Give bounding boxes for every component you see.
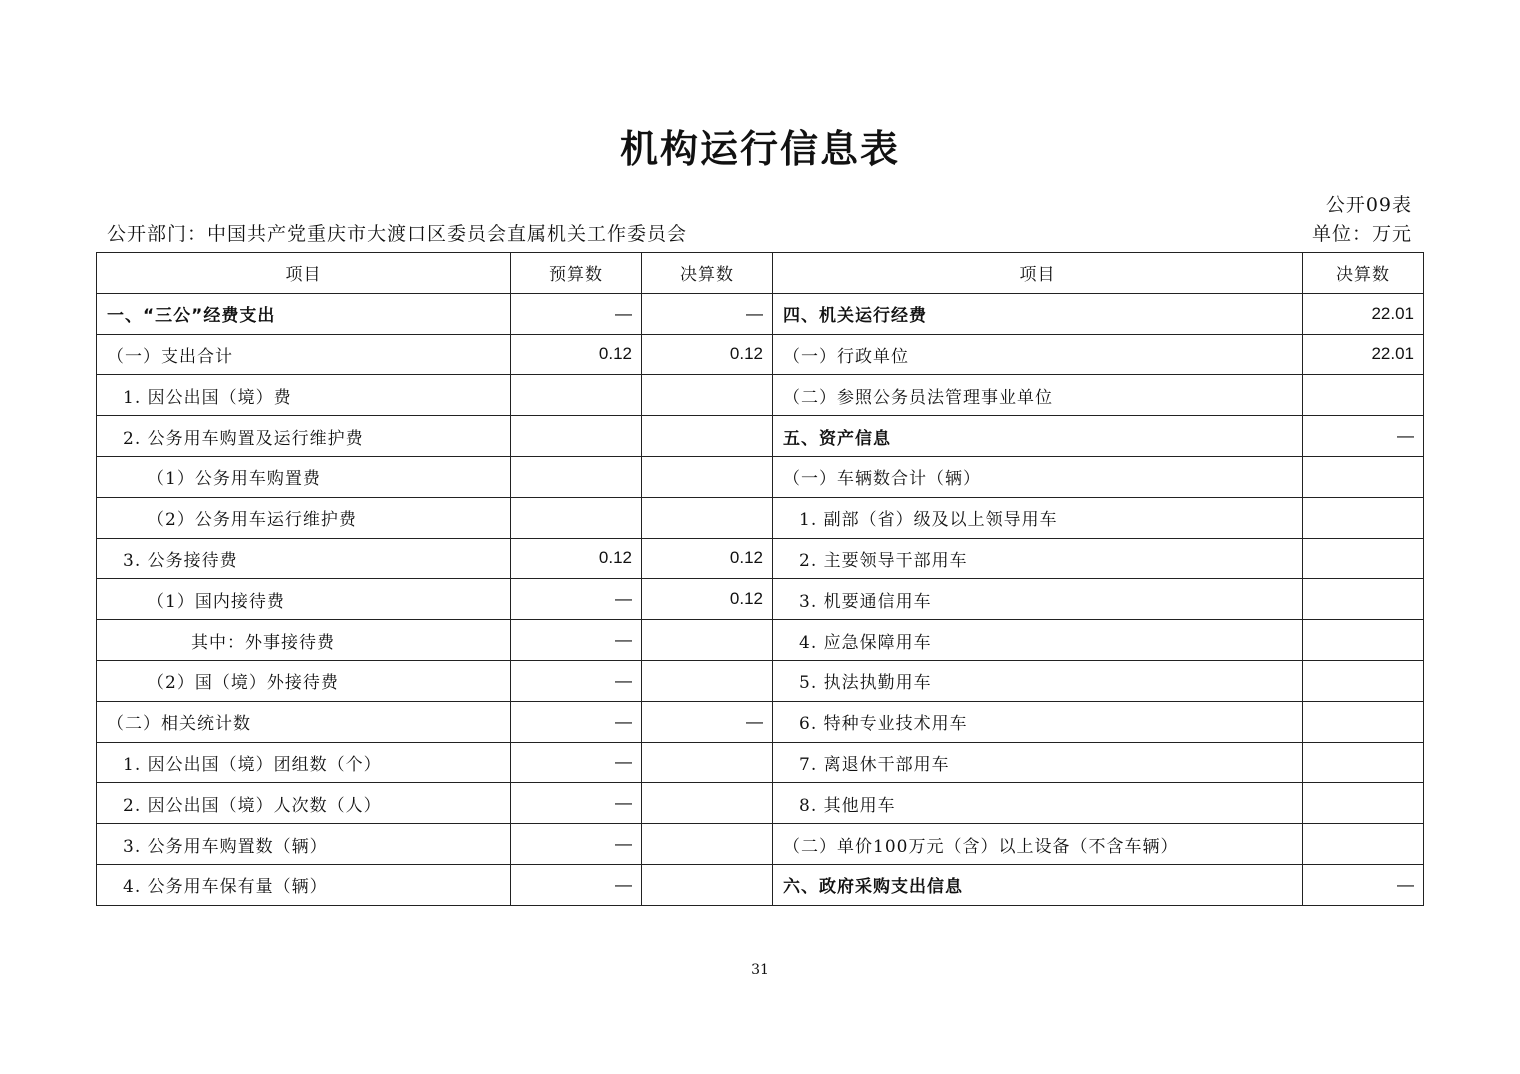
row-item-left: 一、“三公”经费支出 [97,293,511,334]
department-label: 公开部门：中国共产党重庆市大渡口区委员会直属机关工作委员会 [107,223,688,245]
row-actual-value-right [1303,783,1424,824]
row-item-left: 2. 因公出国（境）人次数（人） [97,783,511,824]
row-budget-value: — [511,620,642,661]
row-actual-value-right [1303,579,1424,620]
row-item-right: 四、机关运行经费 [773,293,1303,334]
table-row [97,538,1424,579]
table-row [97,293,1424,334]
row-item-right: 8. 其他用车 [773,783,1303,824]
row-item-left: 4. 公务用车保有量（辆） [97,864,511,905]
header-item-right: 项目 [773,253,1303,294]
header-budget: 预算数 [511,253,642,294]
info-table [96,252,1424,906]
table-row [97,742,1424,783]
row-actual-value-left: — [642,293,773,334]
row-actual-value-left [642,375,773,416]
row-actual-value-left [642,864,773,905]
row-actual-value-right [1303,660,1424,701]
table-row [97,660,1424,701]
table-row [97,497,1424,538]
row-item-right: 6. 特种专业技术用车 [773,701,1303,742]
row-item-left: （1）公务用车购置费 [97,456,511,497]
row-budget-value [511,375,642,416]
table-body [97,293,1424,905]
row-item-right: 2. 主要领导干部用车 [773,538,1303,579]
row-actual-value-right: 22.01 [1303,334,1424,375]
row-item-right: （一）车辆数合计（辆） [773,456,1303,497]
table-header-row [97,253,1424,294]
row-actual-value-left: 0.12 [642,579,773,620]
row-item-right: 3. 机要通信用车 [773,579,1303,620]
row-actual-value-left: 0.12 [642,538,773,579]
table-row [97,334,1424,375]
row-actual-value-left [642,783,773,824]
row-actual-value-left [642,620,773,661]
row-item-left: （1）国内接待费 [97,579,511,620]
row-actual-value-left [642,497,773,538]
row-actual-value-right [1303,742,1424,783]
header-actual-right: 决算数 [1303,253,1424,294]
row-budget-value: — [511,783,642,824]
row-item-right: 六、政府采购支出信息 [773,864,1303,905]
row-actual-value-right [1303,538,1424,579]
row-item-right: （二）单价100万元（含）以上设备（不含车辆） [773,824,1303,865]
row-item-right: 7. 离退休干部用车 [773,742,1303,783]
row-item-left: 1. 因公出国（境）费 [97,375,511,416]
table-row [97,579,1424,620]
row-item-right: 5. 执法执勤用车 [773,660,1303,701]
row-budget-value: 0.12 [511,538,642,579]
row-item-right: 1. 副部（省）级及以上领导用车 [773,497,1303,538]
row-item-left: （2）公务用车运行维护费 [97,497,511,538]
row-actual-value-right [1303,456,1424,497]
header-actual-left: 决算数 [642,253,773,294]
row-actual-value-right [1303,620,1424,661]
row-actual-value-right: — [1303,416,1424,457]
row-actual-value-left [642,824,773,865]
row-actual-value-right: — [1303,864,1424,905]
table-row [97,620,1424,661]
row-actual-value-left [642,660,773,701]
row-budget-value: — [511,864,642,905]
table-row [97,824,1424,865]
row-actual-value-left [642,742,773,783]
row-budget-value: — [511,824,642,865]
row-actual-value-right [1303,375,1424,416]
row-actual-value-left: 0.12 [642,334,773,375]
row-item-left: （一）支出合计 [97,334,511,375]
row-budget-value [511,416,642,457]
table-row [97,456,1424,497]
row-budget-value: — [511,701,642,742]
table-row [97,416,1424,457]
row-budget-value [511,497,642,538]
row-actual-value-right [1303,497,1424,538]
row-budget-value: — [511,742,642,783]
row-actual-value-left: — [642,701,773,742]
row-item-right: （二）参照公务员法管理事业单位 [773,375,1303,416]
header-item-left: 项目 [97,253,511,294]
row-actual-value-right [1303,701,1424,742]
table-row [97,375,1424,416]
page-number: 31 [751,962,769,978]
row-actual-value-left [642,456,773,497]
row-actual-value-right: 22.01 [1303,293,1424,334]
row-item-left: 其中：外事接待费 [97,620,511,661]
row-budget-value: — [511,293,642,334]
row-item-left: 3. 公务用车购置数（辆） [97,824,511,865]
row-item-left: 3. 公务接待费 [97,538,511,579]
table-row [97,701,1424,742]
row-budget-value: 0.12 [511,334,642,375]
row-item-right: 五、资产信息 [773,416,1303,457]
page-title: 机构运行信息表 [619,127,900,171]
row-item-left: （二）相关统计数 [97,701,511,742]
unit-label: 单位：万元 [1311,223,1412,245]
table-row [97,783,1424,824]
row-budget-value: — [511,660,642,701]
row-item-left: 2. 公务用车购置及运行维护费 [97,416,511,457]
row-item-left: 1. 因公出国（境）团组数（个） [97,742,511,783]
row-actual-value-left [642,416,773,457]
row-item-left: （2）国（境）外接待费 [97,660,511,701]
form-number: 公开09表 [1325,194,1412,216]
row-item-right: 4. 应急保障用车 [773,620,1303,661]
row-budget-value: — [511,579,642,620]
row-actual-value-right [1303,824,1424,865]
table-row [97,864,1424,905]
row-item-right: （一）行政单位 [773,334,1303,375]
row-budget-value [511,456,642,497]
